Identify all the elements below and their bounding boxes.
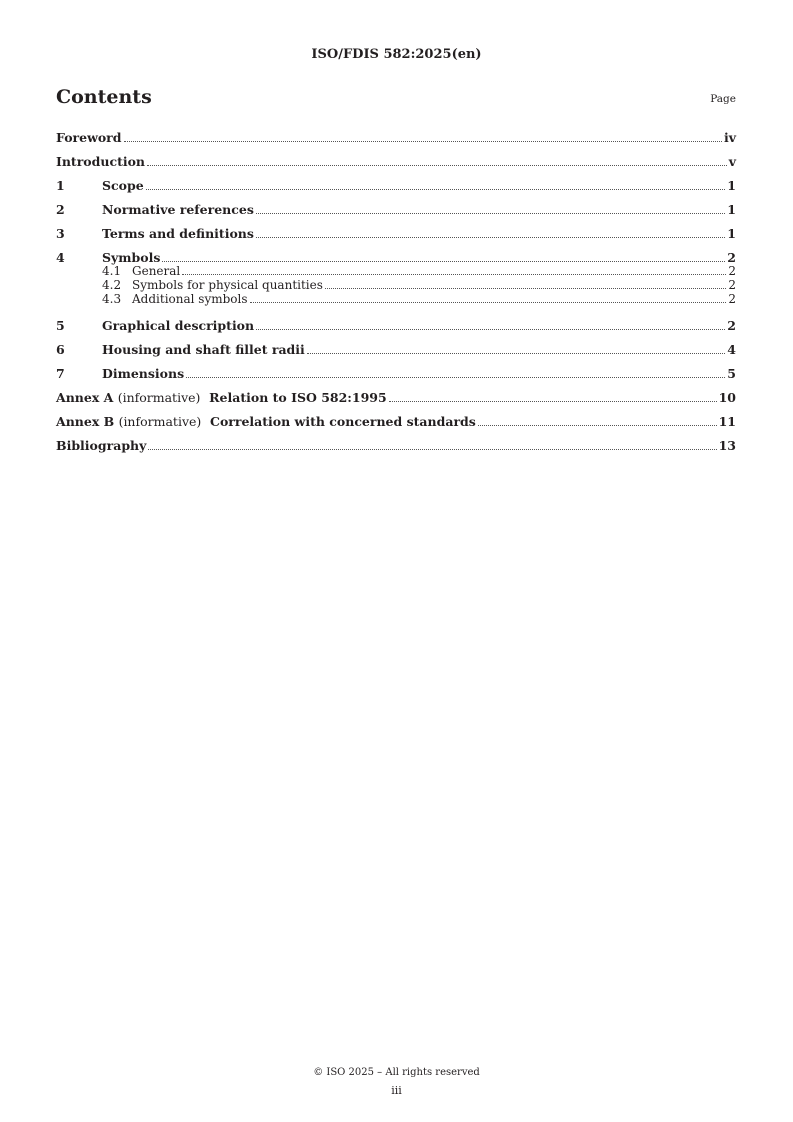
toc-entry-foreword[interactable] bbox=[56, 130, 736, 154]
toc-entry-page: 13 bbox=[718, 438, 736, 453]
toc-entry-page: 11 bbox=[718, 414, 736, 429]
toc-entry-annex-a[interactable] bbox=[56, 390, 736, 414]
toc-entry-title: Scope bbox=[102, 178, 144, 193]
toc-entry-title: Terms and definitions bbox=[102, 226, 254, 241]
leader-dots bbox=[256, 329, 725, 330]
toc-entry-page: 1 bbox=[727, 226, 736, 241]
toc-entry-page: iv bbox=[723, 130, 736, 145]
toc-entry-annex-b[interactable] bbox=[56, 414, 736, 438]
leader-dots bbox=[148, 449, 716, 450]
footer-page-number: iii bbox=[391, 1084, 402, 1097]
annex-label: Annex B bbox=[56, 414, 115, 429]
toc-entry-title: Dimensions bbox=[102, 366, 185, 381]
toc-entry-title: Housing and shaft fillet radii bbox=[102, 342, 305, 357]
toc-entry-title: Symbols bbox=[102, 250, 161, 265]
leader-dots bbox=[182, 274, 726, 275]
toc-entry-title: Graphical description bbox=[102, 318, 255, 333]
leader-dots bbox=[147, 165, 727, 166]
leader-dots bbox=[478, 425, 717, 426]
toc-entry-title: Symbols for physical quantities bbox=[132, 278, 323, 292]
toc-entry-title: Additional symbols bbox=[132, 292, 248, 306]
toc-entry-page: 1 bbox=[727, 202, 736, 217]
leader-dots bbox=[124, 141, 722, 142]
toc-entry-page: 10 bbox=[718, 390, 736, 405]
toc-entry-clause-1[interactable] bbox=[56, 178, 736, 202]
toc-entry-introduction[interactable] bbox=[56, 154, 736, 178]
annex-label: Annex A bbox=[56, 390, 114, 405]
toc-entry-page: v bbox=[728, 154, 736, 169]
toc-entry-clause-7[interactable] bbox=[56, 366, 736, 390]
toc-entry-page: 2 bbox=[727, 250, 736, 265]
toc-entry-page: 1 bbox=[727, 178, 736, 193]
toc-entry-title: Introduction bbox=[56, 154, 146, 169]
page-column-label: Page bbox=[710, 93, 736, 105]
toc-entry-clause-4[interactable] bbox=[56, 250, 736, 264]
toc-entry-title: Foreword bbox=[56, 130, 122, 145]
toc-entry-page: 4 bbox=[727, 342, 736, 357]
toc-entry-title: Relation to ISO 582:1995 bbox=[209, 390, 387, 405]
toc-entry-subclause-4-1[interactable] bbox=[56, 264, 736, 278]
toc-entry-title: Normative references bbox=[102, 202, 254, 217]
annex-kind: (informative) bbox=[117, 390, 201, 405]
toc-entry-page: 2 bbox=[728, 278, 736, 292]
table-of-contents bbox=[56, 130, 736, 462]
toc-entry-page: 5 bbox=[727, 366, 736, 381]
toc-entry-number: 3 bbox=[56, 226, 65, 241]
contents-title: Contents bbox=[56, 86, 152, 108]
leader-dots bbox=[250, 302, 727, 303]
toc-entry-clause-5[interactable] bbox=[56, 318, 736, 342]
toc-entry-clause-2[interactable] bbox=[56, 202, 736, 226]
toc-entry-number: 1 bbox=[56, 178, 65, 193]
leader-dots bbox=[389, 401, 717, 402]
document-header: ISO/FDIS 582:2025(en) bbox=[311, 47, 482, 62]
toc-entry-number: 4.2 bbox=[102, 278, 122, 292]
leader-dots bbox=[256, 213, 725, 214]
toc-entry-bibliography[interactable] bbox=[56, 438, 736, 462]
leader-dots bbox=[256, 237, 725, 238]
toc-entry-clause-3[interactable] bbox=[56, 226, 736, 250]
toc-entry-clause-6[interactable] bbox=[56, 342, 736, 366]
toc-entry-number: 7 bbox=[56, 366, 65, 381]
leader-dots bbox=[162, 261, 725, 262]
toc-entry-title: General bbox=[132, 264, 181, 278]
toc-entry-number: 4 bbox=[56, 250, 65, 265]
toc-entry-number: 5 bbox=[56, 318, 65, 333]
toc-entry-title: Correlation with concerned standards bbox=[210, 414, 476, 429]
leader-dots bbox=[325, 288, 726, 289]
toc-entry-number: 4.3 bbox=[102, 292, 122, 306]
leader-dots bbox=[146, 189, 726, 190]
toc-entry-subclause-4-2[interactable] bbox=[56, 278, 736, 292]
toc-entry-page: 2 bbox=[728, 292, 736, 306]
leader-dots bbox=[186, 377, 725, 378]
annex-kind: (informative) bbox=[118, 414, 202, 429]
toc-entry-page: 2 bbox=[727, 318, 736, 333]
toc-entry-subclause-4-3[interactable] bbox=[56, 292, 736, 306]
leader-dots bbox=[307, 353, 726, 354]
toc-entry-title: Bibliography bbox=[56, 438, 147, 453]
toc-entry-number: 6 bbox=[56, 342, 65, 357]
footer-copyright: © ISO 2025 – All rights reserved bbox=[313, 1067, 480, 1078]
toc-entry-number: 2 bbox=[56, 202, 65, 217]
toc-entry-number: 4.1 bbox=[102, 264, 122, 278]
toc-entry-page: 2 bbox=[728, 264, 736, 278]
